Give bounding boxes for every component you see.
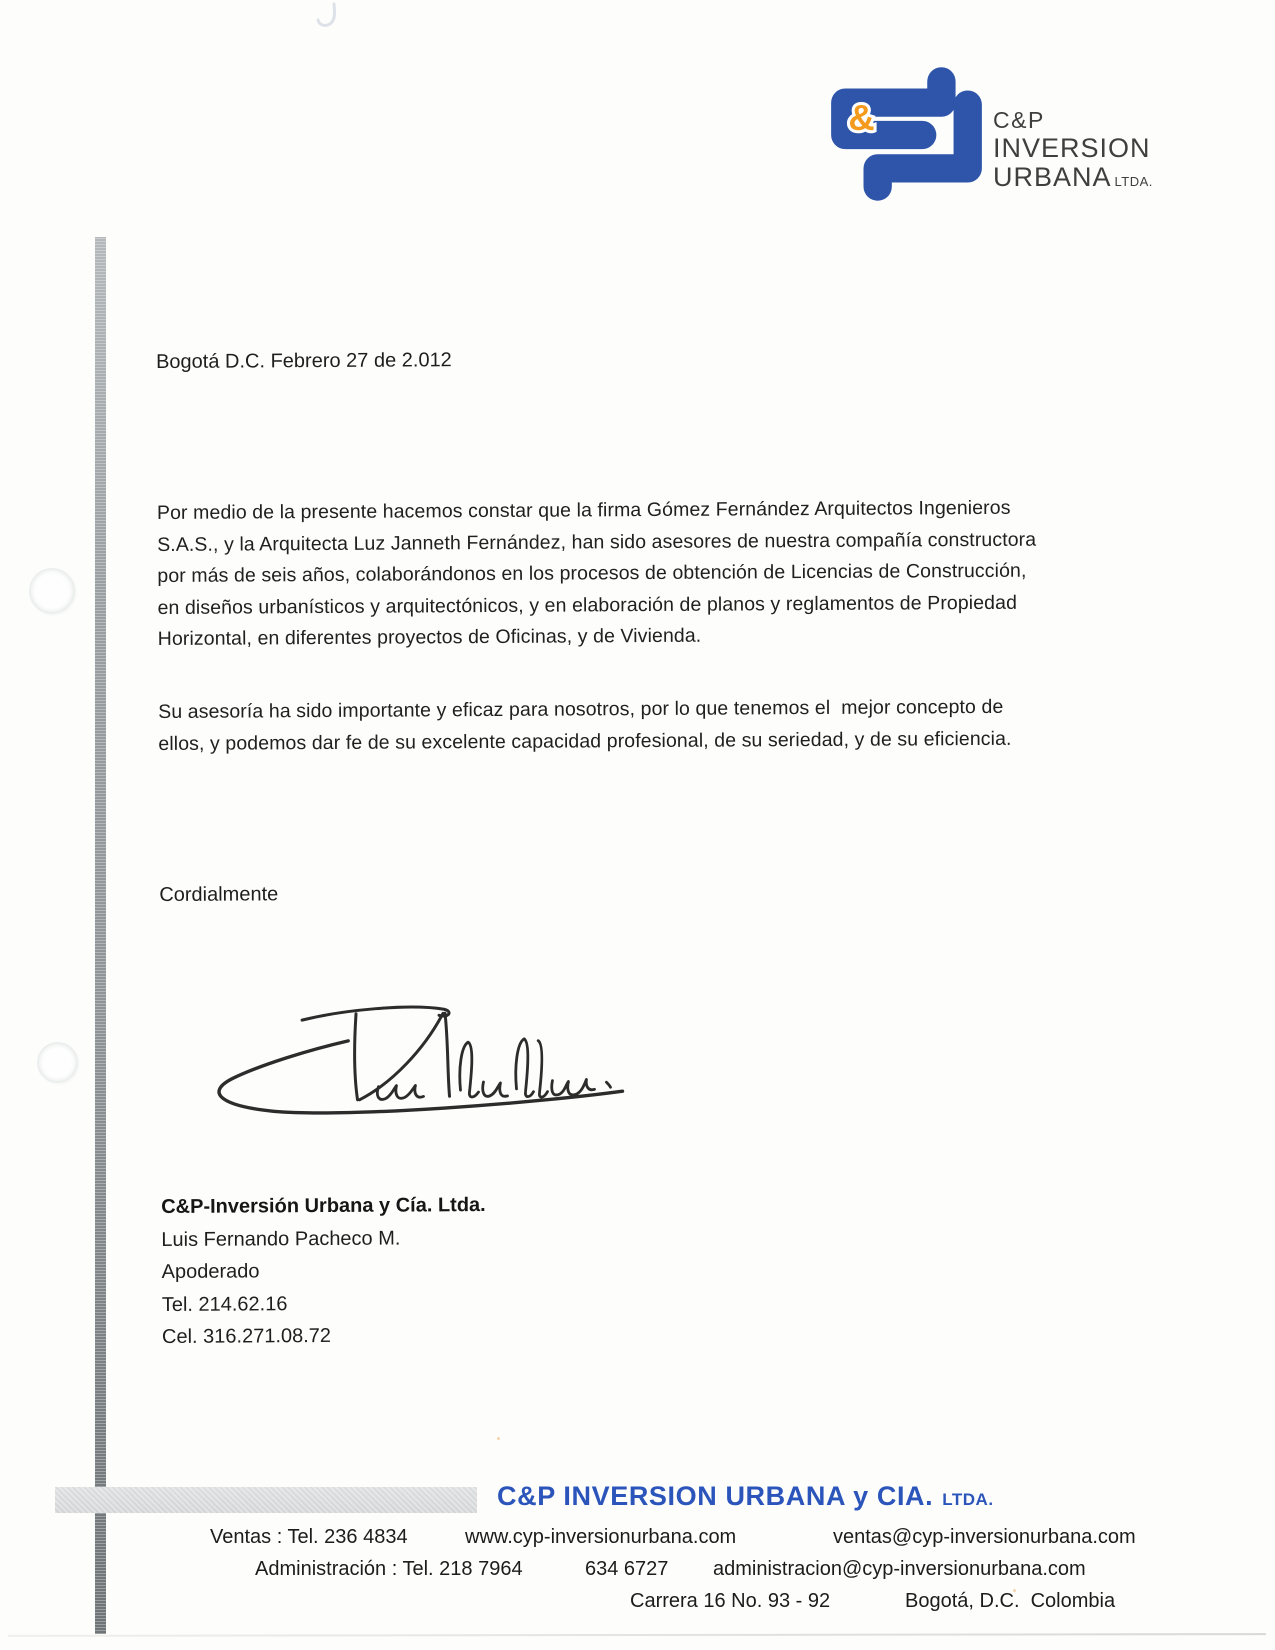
footer-phone2: 634 6727 [585,1558,669,1580]
paragraph-1 [157,493,1037,656]
wordmark-line3: URBANA [993,162,1112,192]
paragraph-2 [158,692,1012,760]
footer-company-suffix: LTDA. [942,1490,994,1509]
footer-website: www.cyp-inversionurbana.com [465,1526,737,1548]
footer-sales-phone: Ventas : Tel. 236 4834 [210,1526,408,1548]
paragraph-line: Por medio de la presente hacemos constar que la firma Gómez Fernández Arquitectos Ingenieros [156,496,1011,525]
signer-phone: Tel. 214.62.16 [161,1292,288,1316]
wordmark-line1: C&P [993,107,1045,133]
closing-salutation: Cordialmente [159,883,279,907]
footer-accent-bar [55,1487,477,1513]
paragraph-line: Su asesoría ha sido importante y eficaz para nosotros, por lo que tenemos el mejor concepto de [158,695,1004,724]
footer-city: Bogotá, D.C. Colombia [905,1590,1116,1612]
paragraph-line: en diseños urbanísticos y arquitectónicos, y en elaboración de planos y reglamentos de Propiedad [157,591,1018,619]
signature-block [161,1189,487,1353]
footer-admin-email: administracion@cyp-inversionurbana.com [713,1558,1086,1580]
handwritten-signature [198,985,629,1133]
footer-sales-email: ventas@cyp-inversionurbana.com [833,1526,1136,1548]
footer-company-title [497,1481,994,1512]
paragraph-line: S.A.S., y la Arquitecta Luz Janneth Fernández, han sido asesores de nuestra compañía constructora [157,528,1037,556]
paragraph-line: por más de seis años, colaborándonos en los procesos de obtención de Licencias de Construcción, [157,559,1027,588]
date-line: Bogotá D.C. Febrero 27 de 2.012 [155,349,452,374]
signer-company: C&P-Inversión Urbana y Cía. Ltda. [161,1194,486,1219]
logo-ampersand: & [848,96,875,138]
paragraph-line: Horizontal, en diferentes proyectos de Oficinas, y de Vivienda. [157,624,702,651]
paragraph-line: ellos, y podemos dar fe de su excelente capacidad profesional, de su seriedad, y de su eficiencia. [158,727,1012,755]
footer-address: Carrera 16 No. 93 - 92 [630,1590,831,1612]
signer-name: Luis Fernando Pacheco M. [161,1227,401,1251]
signer-mobile: Cel. 316.271.08.72 [161,1324,332,1349]
signer-role: Apoderado [161,1260,260,1284]
footer-admin-phone: Administración : Tel. 218 7964 [255,1558,523,1580]
wordmark-line2: INVERSION [993,133,1151,163]
wordmark-suffix: LTDA. [1114,174,1153,189]
footer-company-name: C&P INVERSION URBANA y CIA. [497,1481,934,1511]
